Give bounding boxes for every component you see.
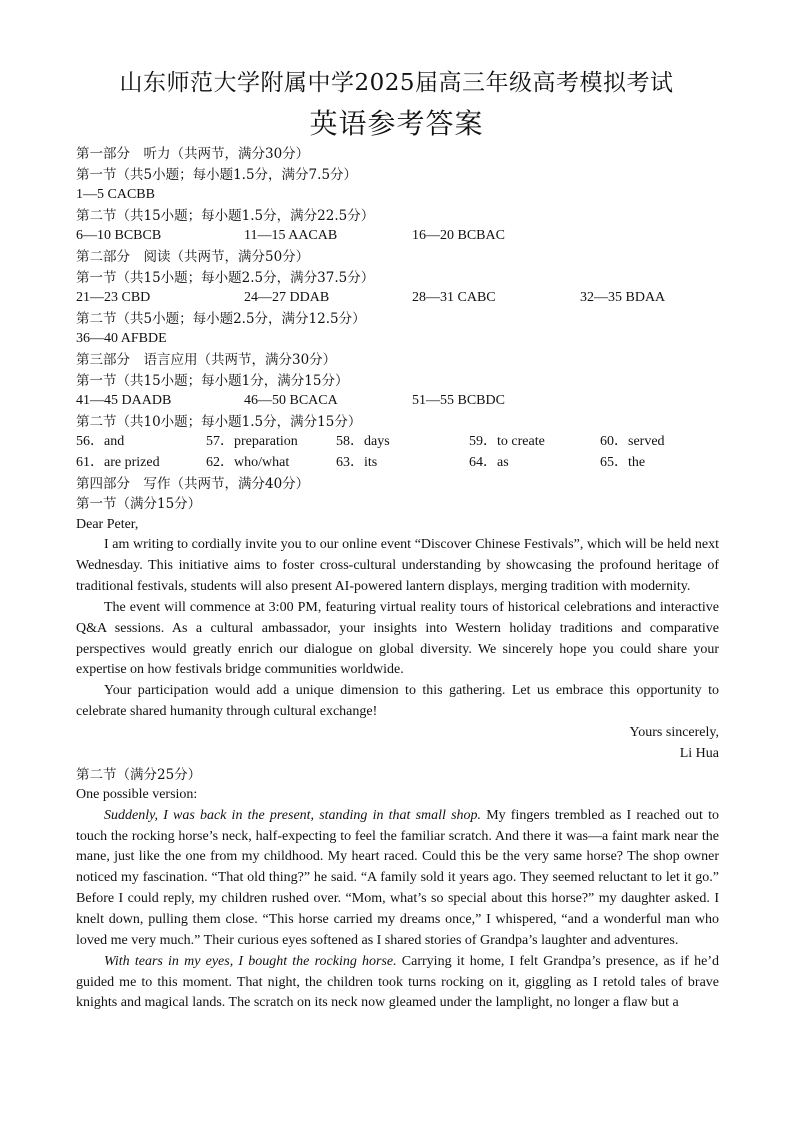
writing-section2-heading: 第二节（满分25分） bbox=[76, 766, 202, 783]
answer-group: 36—40 AFBDE bbox=[76, 331, 167, 347]
letter-paragraph: Your participation would add a unique dimension to this gathering. Let us embrace this opportunity to celebrate shared humanity through cultural exchange! bbox=[76, 683, 719, 720]
answer-row bbox=[76, 288, 719, 309]
answer-row bbox=[76, 432, 719, 453]
letter-paragraph: The event will commence at 3:00 PM, featuring virtual reality tours of historical celebrations and interactive Q&A sessions. As a cultural ambassador, your insights into Western holiday traditions and comparative perspectives would greatly enrich our dialogue on global diversity. We sincerely hope you could share your expertise on how festivals bridge communities worldwide. bbox=[76, 599, 719, 678]
answer-row bbox=[76, 391, 719, 412]
letter-closing: Yours sincerely, bbox=[629, 724, 719, 740]
fill-answer: 59．to create bbox=[469, 434, 545, 450]
version-label: One possible version: bbox=[76, 787, 198, 803]
answer-group: 11—15 AACAB bbox=[244, 228, 338, 244]
fill-answer: 64．as bbox=[469, 454, 509, 470]
story-paragraph bbox=[76, 952, 719, 1015]
answer-group: 28—31 CABC bbox=[412, 290, 496, 306]
fill-answer: 65．the bbox=[600, 454, 646, 470]
listening-section2-heading: 第二节（共15小题；每小题1.5分，满分22.5分） bbox=[76, 207, 375, 224]
answer-content bbox=[76, 144, 719, 1014]
reading-section2-heading: 第二节（共5小题；每小题2.5分，满分12.5分） bbox=[76, 310, 366, 327]
answer-key-title: 英语参考答案 bbox=[309, 107, 484, 140]
language-section1-heading: 第一节（共15小题；每小题1分，满分15分） bbox=[76, 372, 349, 389]
language-section2-heading: 第二节（共10小题；每小题1.5分，满分15分） bbox=[76, 413, 362, 430]
exam-title: 山东师范大学附属中学2025届高三年级高考模拟考试 bbox=[119, 70, 674, 96]
answer-group: 32—35 BDAA bbox=[580, 290, 666, 306]
answer-group: 41—45 DAADB bbox=[76, 393, 172, 409]
story-body: Carrying it home, I felt Grandpa’s presence, as if he’d guided me to this moment. That night, the children took turns rocking on it, giggling as I retold tales of brave knights and magical lands. The scratch on its neck now gleamed under the lamplight, no longer a flaw but a bbox=[76, 953, 720, 1011]
writing-part-heading: 第四部分 写作（共两节，满分40分） bbox=[76, 475, 310, 492]
answer-group: 51—55 BCBDC bbox=[412, 393, 505, 409]
fill-answer: 61．are prized bbox=[76, 454, 160, 470]
fill-answer: 63．its bbox=[336, 454, 378, 470]
answer-row bbox=[76, 226, 719, 247]
language-part-heading: 第三部分 语言应用（共两节，满分30分） bbox=[76, 351, 337, 368]
answer-group: 1—5 CACBB bbox=[76, 187, 155, 203]
letter-greeting: Dear Peter, bbox=[76, 516, 139, 532]
fill-answer: 58．days bbox=[336, 434, 390, 450]
reading-part-heading: 第二部分 阅读（共两节，满分50分） bbox=[76, 248, 310, 265]
listening-part-heading: 第一部分 听力（共两节，满分30分） bbox=[76, 146, 310, 162]
story-body: My fingers trembled as I reached out to touch the rocking horse’s neck, half-expecting to feel the familiar scratch. And there it was—a faint mark near the mane, just like the one from my childhood. My heart raced. Could this be the very same horse? The shop owner noticed my fascination. “That old thing?” he said. “A family sold it years ago. They seemed reluctant to let it go.” Before I could reply, my children rushed over. “Mom, what’s so special about this horse?” my daughter asked. I knelt down, pulling them close. “This horse carried my dreams once,” I whispered, “and a wonderful man who loved me very much.” Their curious eyes softened as I shared stories of Grandpa’s laughter and adventures. bbox=[76, 807, 719, 948]
fill-answer: 56．and bbox=[76, 434, 125, 450]
story-lead-sentence: Suddenly, I was back in the present, standing in that small shop. bbox=[104, 807, 482, 823]
fill-answer: 62．who/what bbox=[206, 454, 290, 470]
fill-answer: 57．preparation bbox=[206, 434, 298, 450]
answer-group: 6—10 BCBCB bbox=[76, 228, 162, 244]
letter-paragraph: I am writing to cordially invite you to our online event “Discover Chinese Festivals”, which will be held next Wednesday. This initiative aims to foster cross-cultural understanding by showcasing the profound heritage of traditional festivals, students will also present AI-powered lantern displays, merging tradition with modernity. bbox=[76, 537, 719, 594]
answer-group: 16—20 BCBAC bbox=[412, 228, 505, 244]
story-lead-sentence: With tears in my eyes, I bought the rocking horse. bbox=[104, 953, 397, 969]
letter-signature: Li Hua bbox=[679, 745, 719, 761]
reading-section1-heading: 第一节（共15小题；每小题2.5分，满分37.5分） bbox=[76, 269, 375, 286]
listening-section1-heading: 第一节（共5小题；每小题1.5分，满分7.5分） bbox=[76, 166, 358, 183]
writing-section1-heading: 第一节（满分15分） bbox=[76, 496, 202, 513]
answer-group: 21—23 CBD bbox=[76, 290, 151, 306]
answer-row bbox=[76, 453, 719, 474]
answer-group: 24—27 DDAB bbox=[244, 290, 330, 306]
answer-group: 46—50 BCACA bbox=[244, 393, 338, 409]
fill-answer: 60．served bbox=[600, 434, 665, 450]
story-paragraph bbox=[76, 806, 719, 952]
